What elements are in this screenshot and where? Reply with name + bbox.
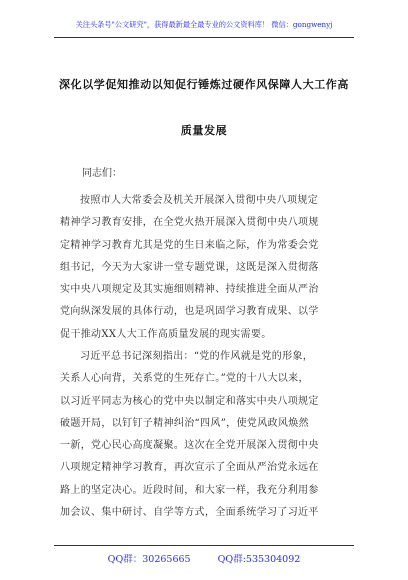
paragraph-line: 路上的坚定决心。近段时间，和大家一样，我充分利用参 [60,484,319,496]
paragraph-line: 关系人心向背，关系党的生死存亡。”党的十八大以来， [60,373,309,385]
document-title-line-2: 质量发展 [180,124,228,137]
paragraph-1 [60,190,350,346]
salutation: 同志们： [82,168,122,179]
header-divider [54,37,354,38]
paragraph-line: 党向纵深发展的具体行动，也是巩固学习教育成果、以学 [60,306,319,318]
paragraph-line: 加会议、集中研讨、自学等方式，全面系统学习了习近平 [60,507,319,519]
paragraph-line: 一新，党心民心高度凝聚。这次在全党开展深入贯彻中央 [60,440,319,452]
paragraph-line: 习近平总书记深刻指出：“党的作风就是党的形象， [80,351,314,362]
paragraph-line: 促干推动XX人大工作高质量发展的现实需要。 [60,328,272,340]
paragraph-line: 实中央八项规定及其实施细则精神、持续推进全面从严治 [60,284,319,296]
document-title-line-1: 深化以学促知推动以知促行锤炼过硬作风保障人大工作高 [59,78,349,91]
paragraph-line: 以习近平同志为核心的党中央以制定和落实中央八项规定 [60,395,319,407]
footer-qq-group-2: QQ群:535304092 [217,554,301,565]
paragraph-line: 精神学习教育安排，在全党火热开展深入贯彻中央八项规 [60,217,319,229]
footer-qq-group-1: QQ群：30265665 [107,554,191,565]
paragraph-line: 定精神学习教育尤其是党的生日来临之际，作为常委会党 [60,239,319,251]
paragraph-line: 组书记，今天为大家讲一堂专题党课，这既是深入贯彻落 [60,261,319,273]
header-banner: 关注头条号"公文研究"，获得最新最全最专业的公文资料库！ 微信：gongwenyj [75,20,333,29]
paragraph-line: 破题开局，以钉钉子精神纠治“四风”，使党风政风焕然 [60,417,309,429]
paragraph-line: 按照市人大常委会及机关开展深入贯彻中央八项规定 [80,195,319,206]
footer [0,551,408,565]
footer-divider [54,545,354,546]
paragraph-2 [60,346,350,524]
paragraph-line: 八项规定精神学习教育，再次宣示了全面从严治党永远在 [60,462,319,474]
